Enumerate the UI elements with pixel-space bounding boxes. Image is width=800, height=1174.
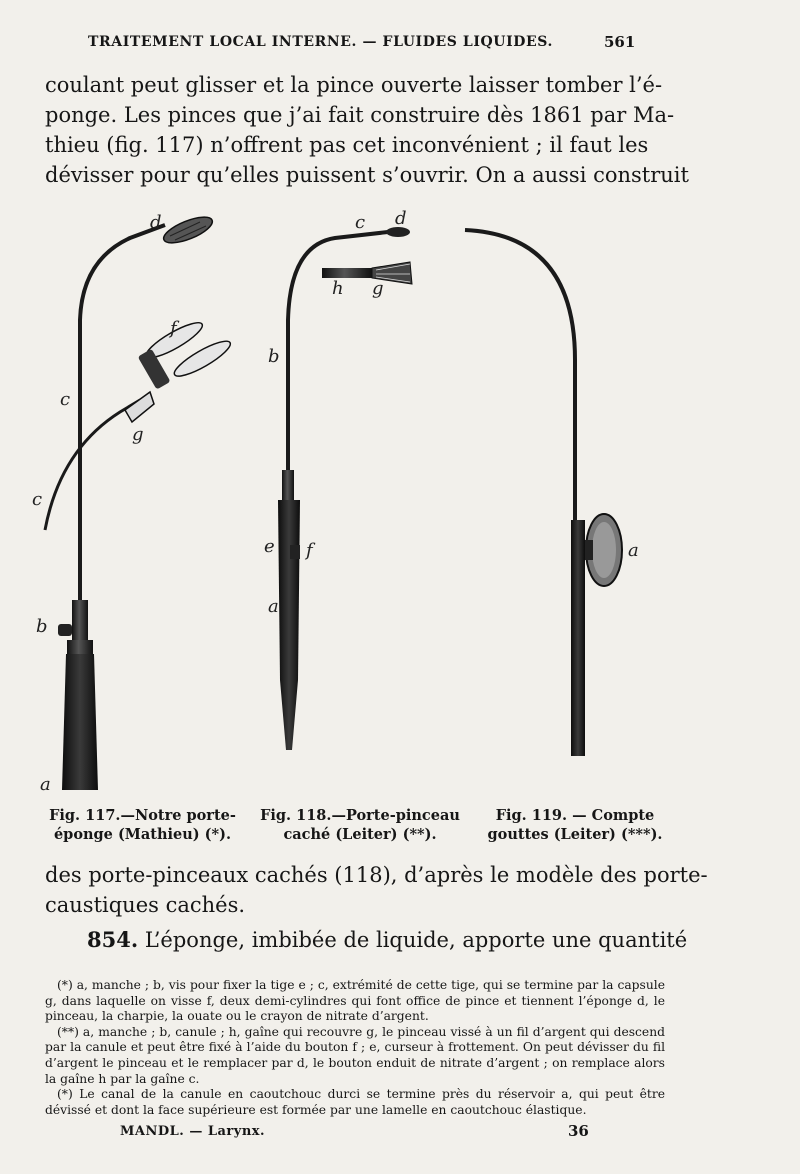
caption-119-line1: Fig. 119. — Compte — [495, 807, 655, 824]
section-854 — [45, 925, 688, 955]
figure-117-sponge-holder — [32, 212, 234, 795]
caption-117-line2: éponge (Mathieu) (*). — [53, 826, 232, 843]
label-118-d: d — [395, 208, 407, 229]
footnote-119: (*) Le canal de la canule en caoutchouc durci se termine près du réservoir a, qui peut être dévissé et dont la face supérieure est formée par une lamelle en caoutchouc élastique. — [45, 1087, 665, 1117]
caption-119-line2: gouttes (Leiter) (***). — [487, 826, 663, 843]
running-head: TRAITEMENT LOCAL INTERNE. — FLUIDES LIQUIDES. — [88, 34, 553, 50]
footer-author: MANDL. — Larynx. — [120, 1124, 266, 1139]
figure-119-dropper — [465, 230, 639, 756]
text-line: des porte-pinceaux cachés (118), d’après le modèle des porte- — [45, 863, 708, 887]
label-118-c: c — [355, 212, 366, 233]
figure-118-brush-holder — [264, 208, 412, 750]
paragraph-after-figures — [45, 860, 708, 920]
caption-118-line2: caché (Leiter) (**). — [283, 826, 437, 843]
caption-figure-118 — [250, 806, 470, 844]
label-119-a: a — [628, 540, 639, 561]
caption-figure-117 — [40, 806, 245, 844]
label-117-a: a — [40, 774, 51, 795]
signature-mark: 36 — [568, 1122, 589, 1140]
caption-117-line1: Fig. 117.—Notre porte- — [49, 807, 236, 824]
paragraph-top — [45, 70, 689, 190]
section-text: L’éponge, imbibée de liquide, apporte une quantité — [144, 928, 688, 952]
caption-figure-119 — [475, 806, 675, 844]
footnote-118: (**) a, manche ; b, canule ; h, gaîne qui recouvre g, le pinceau vissé à un fil d’argent qui descend par la canule et peut être fixé à l’aide du bouton f ; e, curseur à frottement. On peut dévisser du fil d’argent le pinceau et le remplacer par d, le bouton enduit de nitrate d’argent ; on remplace alors la gaîne h par la gaîne c. — [45, 1024, 665, 1086]
footnote-117: (*) a, manche ; b, vis pour fixer la tige e ; c, extrémité de cette tige, qui se termine par la capsule g, dans laquelle on visse f, deux demi-cylindres qui font office de pince et tiennent l’éponge d, le pinceau, la charpie, la ouate ou le crayon de nitrate d’argent. — [45, 978, 665, 1024]
label-117-f: f — [170, 318, 177, 339]
label-117-b: b — [36, 616, 48, 637]
text-line: thieu (fig. 117) n’offrent pas cet inconvénient ; il faut les — [45, 133, 649, 157]
text-line: dévisser pour qu’elles puissent s’ouvrir. On a aussi construit — [45, 163, 689, 187]
text-line: coulant peut glisser et la pince ouverte laisser tomber l’é- — [45, 73, 663, 97]
section-number: 854. — [87, 927, 139, 952]
label-118-h: h — [332, 278, 344, 299]
label-118-a: a — [268, 596, 279, 617]
label-117-g: g — [132, 424, 144, 445]
text-line: caustiques cachés. — [45, 893, 246, 917]
label-118-f: f — [306, 540, 313, 561]
text-line: ponge. Les pinces que j’ai fait construire dès 1861 par Ma- — [45, 103, 675, 127]
label-118-e: e — [264, 536, 275, 557]
label-117-c: c — [60, 389, 71, 410]
footnotes — [45, 978, 665, 1118]
label-118-g: g — [372, 278, 384, 299]
label-118-b: b — [268, 346, 280, 367]
page-number: 561 — [604, 33, 636, 51]
label-117-e: c — [32, 489, 43, 510]
instrument-illustrations — [0, 200, 800, 810]
caption-118-line1: Fig. 118.—Porte-pinceau — [260, 807, 460, 824]
label-117-d: d — [150, 212, 162, 233]
